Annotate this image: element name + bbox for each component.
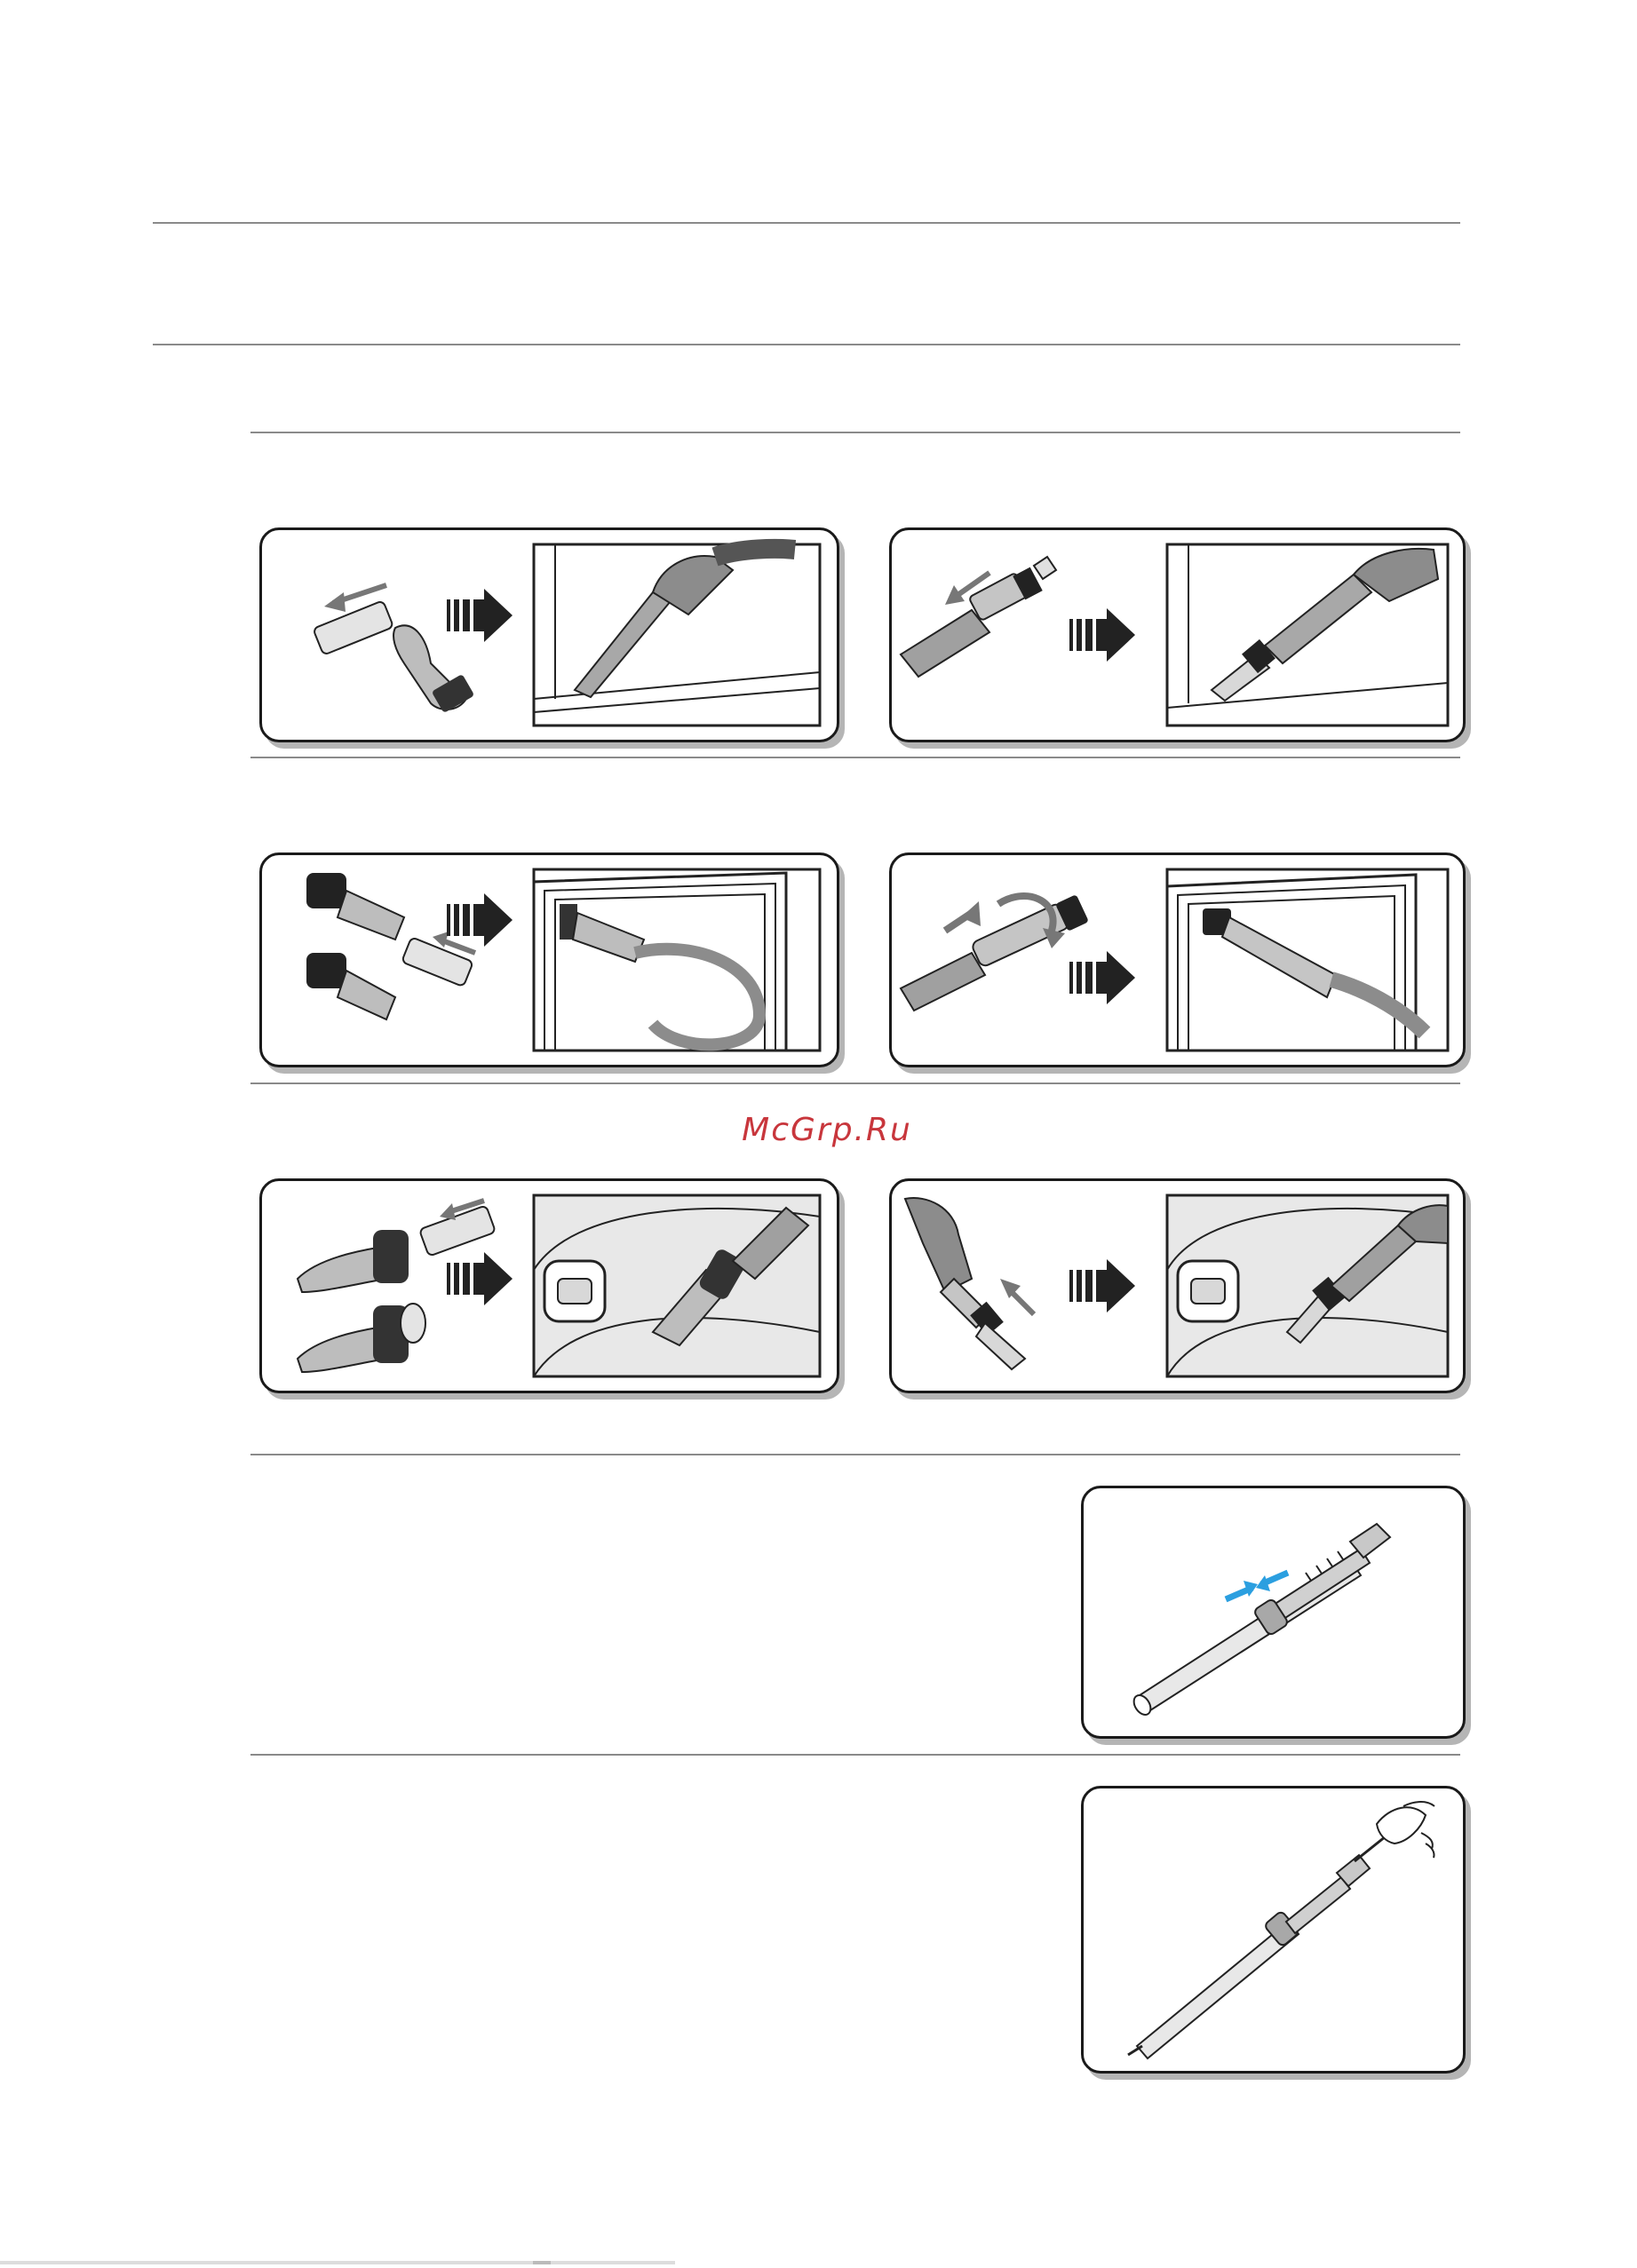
- figure-pipe-clearing: [1081, 1786, 1466, 2074]
- figure-dusting-brush-attach: [259, 852, 839, 1067]
- rotate-arrow-icon: [892, 855, 1463, 1065]
- section-rule-2: [250, 757, 1460, 758]
- header-rule-bottom: [153, 344, 1460, 345]
- figure-upholstery-tool-sofa: [889, 1178, 1466, 1393]
- arrow-right-icon: [1069, 1259, 1135, 1312]
- arrow-right-icon: [1069, 608, 1135, 662]
- dusting-brush-icon: [262, 855, 837, 1065]
- hand-stick-icon: [1084, 1788, 1463, 2071]
- arrow-right-icon: [447, 893, 513, 947]
- header-rule-top: [153, 222, 1460, 224]
- footer-strip: [0, 2261, 675, 2264]
- figure-crevice-tool-remove: [259, 527, 839, 742]
- squeeze-arrows-icon: [1226, 1573, 1288, 1599]
- figure-dusting-brush-rotate: [889, 852, 1466, 1067]
- figure-upholstery-tool-attach: [259, 1178, 839, 1393]
- upholstery-brush-icon: [262, 1181, 837, 1391]
- telescopic-pipe-icon: [1084, 1488, 1463, 1736]
- arrow-right-icon: [1069, 951, 1135, 1004]
- figure-crevice-tool-pipe: [889, 527, 1466, 742]
- arrow-right-icon: [447, 589, 513, 642]
- section-rule-1: [250, 432, 1460, 433]
- pipe-attachment-icon: [892, 530, 1463, 740]
- section-rule-4: [250, 1454, 1460, 1455]
- watermark: McGrp.Ru: [742, 1112, 912, 1148]
- crevice-tool-icon: [262, 530, 837, 740]
- sofa-icon: [892, 1181, 1463, 1391]
- figure-telescopic-pipe: [1081, 1486, 1466, 1739]
- section-rule-5: [250, 1754, 1460, 1756]
- arrow-right-icon: [447, 1252, 513, 1305]
- section-rule-3: [250, 1082, 1460, 1084]
